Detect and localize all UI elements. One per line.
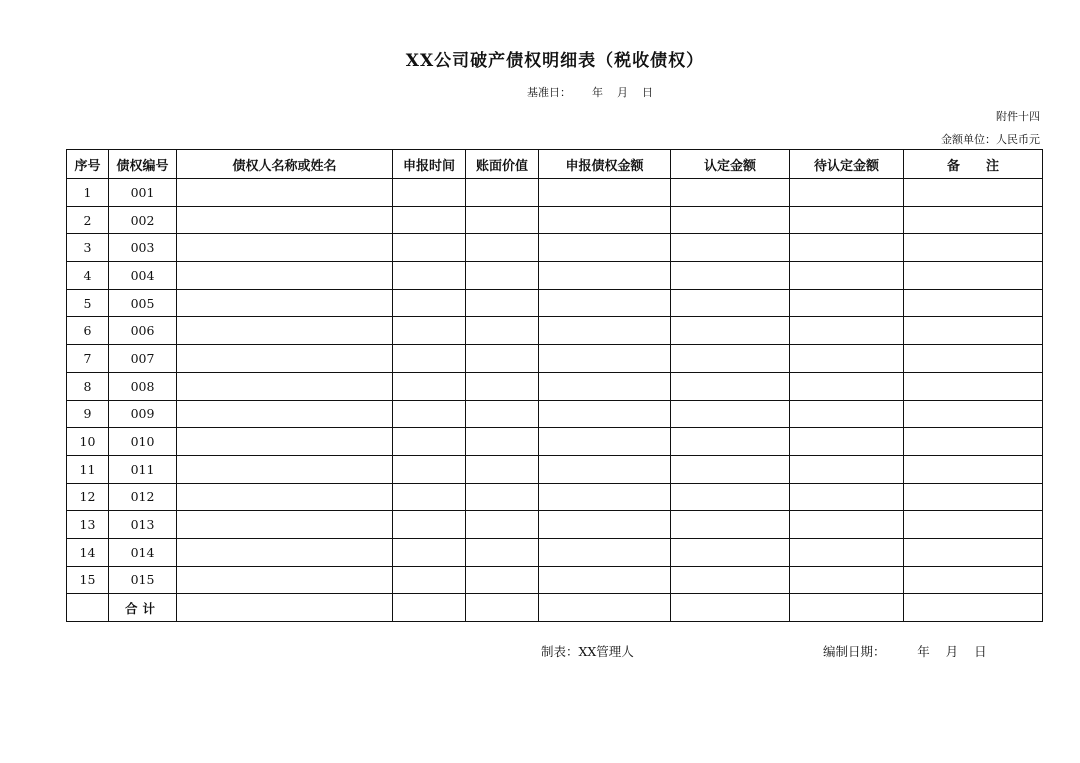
column-header-claim-code: 债权编号	[109, 150, 177, 179]
row-seq-cell: 11	[67, 455, 109, 483]
row-book-value-cell[interactable]	[466, 317, 539, 345]
total-book-value-cell[interactable]	[466, 594, 539, 622]
row-remarks-cell[interactable]	[904, 483, 1043, 511]
attachment-label: 附件十四	[996, 110, 1040, 123]
row-remarks-cell[interactable]	[904, 511, 1043, 539]
row-declare-time-cell[interactable]	[393, 428, 466, 456]
row-pending-amount-cell[interactable]	[790, 511, 904, 539]
row-creditor-name-cell[interactable]	[177, 206, 393, 234]
table-row	[67, 455, 1043, 483]
row-creditor-name-cell[interactable]	[177, 538, 393, 566]
row-claim-code-cell: 003	[109, 234, 177, 262]
row-remarks-cell[interactable]	[904, 179, 1043, 207]
row-remarks-cell[interactable]	[904, 206, 1043, 234]
row-declare-time-cell[interactable]	[393, 345, 466, 373]
row-book-value-cell[interactable]	[466, 483, 539, 511]
row-confirmed-amount-cell[interactable]	[671, 289, 790, 317]
currency-unit-label: 金额单位：人民币元	[941, 133, 1040, 146]
row-declared-amount-cell[interactable]	[539, 455, 671, 483]
row-declared-amount-cell[interactable]	[539, 428, 671, 456]
row-declare-time-cell[interactable]	[393, 455, 466, 483]
table-row	[67, 289, 1043, 317]
row-creditor-name-cell[interactable]	[177, 455, 393, 483]
total-declared-amount-cell[interactable]	[539, 594, 671, 622]
row-declare-time-cell[interactable]	[393, 234, 466, 262]
row-remarks-cell[interactable]	[904, 262, 1043, 290]
row-pending-amount-cell[interactable]	[790, 400, 904, 428]
table-row	[67, 372, 1043, 400]
row-remarks-cell[interactable]	[904, 538, 1043, 566]
row-confirmed-amount-cell[interactable]	[671, 428, 790, 456]
preparer-label: 制表：XX管理人	[541, 644, 634, 659]
row-book-value-cell[interactable]	[466, 428, 539, 456]
row-creditor-name-cell[interactable]	[177, 289, 393, 317]
column-header-book-value: 账面价值	[466, 150, 539, 179]
row-remarks-cell[interactable]	[904, 455, 1043, 483]
row-book-value-cell[interactable]	[466, 289, 539, 317]
row-declare-time-cell[interactable]	[393, 206, 466, 234]
row-creditor-name-cell[interactable]	[177, 317, 393, 345]
row-book-value-cell[interactable]	[466, 179, 539, 207]
row-pending-amount-cell[interactable]	[790, 566, 904, 594]
row-pending-amount-cell[interactable]	[790, 483, 904, 511]
row-pending-amount-cell[interactable]	[790, 345, 904, 373]
row-declare-time-cell[interactable]	[393, 400, 466, 428]
compile-date-line: 编制日期： 年 月 日	[823, 644, 987, 659]
row-book-value-cell[interactable]	[466, 400, 539, 428]
column-header-pending-amount: 待认定金额	[790, 150, 904, 179]
row-declared-amount-cell[interactable]	[539, 511, 671, 539]
row-claim-code-cell: 010	[109, 428, 177, 456]
row-book-value-cell[interactable]	[466, 262, 539, 290]
row-seq-cell: 10	[67, 428, 109, 456]
column-header-creditor-name: 债权人名称或姓名	[177, 150, 393, 179]
table-row	[67, 206, 1043, 234]
row-seq-cell: 7	[67, 345, 109, 373]
total-row	[67, 594, 1043, 622]
row-confirmed-amount-cell[interactable]	[671, 317, 790, 345]
total-seq-cell	[67, 594, 109, 622]
row-confirmed-amount-cell[interactable]	[671, 234, 790, 262]
row-declared-amount-cell[interactable]	[539, 179, 671, 207]
total-remarks-cell[interactable]	[904, 594, 1043, 622]
table-header-row	[67, 150, 1043, 179]
column-header-remarks: 备 注	[904, 150, 1043, 179]
row-pending-amount-cell[interactable]	[790, 538, 904, 566]
row-book-value-cell[interactable]	[466, 206, 539, 234]
total-confirmed-amount-cell[interactable]	[671, 594, 790, 622]
row-claim-code-cell: 007	[109, 345, 177, 373]
row-declare-time-cell[interactable]	[393, 289, 466, 317]
total-creditor-cell[interactable]	[177, 594, 393, 622]
row-seq-cell: 12	[67, 483, 109, 511]
row-claim-code-cell: 002	[109, 206, 177, 234]
row-creditor-name-cell[interactable]	[177, 566, 393, 594]
table-row	[67, 262, 1043, 290]
row-declare-time-cell[interactable]	[393, 483, 466, 511]
row-claim-code-cell: 001	[109, 179, 177, 207]
column-header-confirmed-amount: 认定金额	[671, 150, 790, 179]
row-claim-code-cell: 011	[109, 455, 177, 483]
row-remarks-cell[interactable]	[904, 372, 1043, 400]
row-creditor-name-cell[interactable]	[177, 483, 393, 511]
row-claim-code-cell: 009	[109, 400, 177, 428]
table-row	[67, 400, 1043, 428]
table-row	[67, 234, 1043, 262]
row-seq-cell: 13	[67, 511, 109, 539]
table-row	[67, 511, 1043, 539]
row-pending-amount-cell[interactable]	[790, 372, 904, 400]
row-seq-cell: 6	[67, 317, 109, 345]
row-creditor-name-cell[interactable]	[177, 345, 393, 373]
table-row	[67, 483, 1043, 511]
row-claim-code-cell: 015	[109, 566, 177, 594]
row-claim-code-cell: 012	[109, 483, 177, 511]
row-seq-cell: 8	[67, 372, 109, 400]
column-header-declared-amount: 申报债权金额	[539, 150, 671, 179]
row-confirmed-amount-cell[interactable]	[671, 262, 790, 290]
row-pending-amount-cell[interactable]	[790, 262, 904, 290]
row-confirmed-amount-cell[interactable]	[671, 179, 790, 207]
row-declare-time-cell[interactable]	[393, 538, 466, 566]
row-declared-amount-cell[interactable]	[539, 206, 671, 234]
row-declared-amount-cell[interactable]	[539, 289, 671, 317]
row-pending-amount-cell[interactable]	[790, 179, 904, 207]
row-pending-amount-cell[interactable]	[790, 428, 904, 456]
row-confirmed-amount-cell[interactable]	[671, 206, 790, 234]
row-claim-code-cell: 013	[109, 511, 177, 539]
row-confirmed-amount-cell[interactable]	[671, 345, 790, 373]
total-label: 合计	[109, 594, 177, 622]
row-creditor-name-cell[interactable]	[177, 428, 393, 456]
table-row	[67, 317, 1043, 345]
row-remarks-cell[interactable]	[904, 289, 1043, 317]
row-confirmed-amount-cell[interactable]	[671, 483, 790, 511]
row-declare-time-cell[interactable]	[393, 511, 466, 539]
row-seq-cell: 15	[67, 566, 109, 594]
row-seq-cell: 3	[67, 234, 109, 262]
row-claim-code-cell: 005	[109, 289, 177, 317]
row-creditor-name-cell[interactable]	[177, 262, 393, 290]
row-seq-cell: 9	[67, 400, 109, 428]
row-declared-amount-cell[interactable]	[539, 345, 671, 373]
row-confirmed-amount-cell[interactable]	[671, 511, 790, 539]
row-pending-amount-cell[interactable]	[790, 317, 904, 345]
row-remarks-cell[interactable]	[904, 566, 1043, 594]
table-row	[67, 179, 1043, 207]
row-confirmed-amount-cell[interactable]	[671, 455, 790, 483]
row-book-value-cell[interactable]	[466, 455, 539, 483]
row-remarks-cell[interactable]	[904, 234, 1043, 262]
row-declared-amount-cell[interactable]	[539, 483, 671, 511]
row-confirmed-amount-cell[interactable]	[671, 372, 790, 400]
row-declare-time-cell[interactable]	[393, 262, 466, 290]
row-seq-cell: 14	[67, 538, 109, 566]
row-claim-code-cell: 014	[109, 538, 177, 566]
base-date-line: 基准日： 年 月 日	[527, 86, 653, 99]
row-remarks-cell[interactable]	[904, 317, 1043, 345]
table-row	[67, 538, 1043, 566]
row-declare-time-cell[interactable]	[393, 317, 466, 345]
total-declare-time-cell[interactable]	[393, 594, 466, 622]
row-remarks-cell[interactable]	[904, 345, 1043, 373]
row-creditor-name-cell[interactable]	[177, 234, 393, 262]
row-declared-amount-cell[interactable]	[539, 262, 671, 290]
row-seq-cell: 1	[67, 179, 109, 207]
table-row	[67, 566, 1043, 594]
row-declare-time-cell[interactable]	[393, 179, 466, 207]
row-claim-code-cell: 004	[109, 262, 177, 290]
row-declared-amount-cell[interactable]	[539, 566, 671, 594]
row-declare-time-cell[interactable]	[393, 372, 466, 400]
column-header-declare-time: 申报时间	[393, 150, 466, 179]
row-creditor-name-cell[interactable]	[177, 511, 393, 539]
row-pending-amount-cell[interactable]	[790, 206, 904, 234]
row-declared-amount-cell[interactable]	[539, 400, 671, 428]
row-pending-amount-cell[interactable]	[790, 455, 904, 483]
row-remarks-cell[interactable]	[904, 428, 1043, 456]
row-book-value-cell[interactable]	[466, 511, 539, 539]
row-declare-time-cell[interactable]	[393, 566, 466, 594]
total-pending-amount-cell[interactable]	[790, 594, 904, 622]
row-book-value-cell[interactable]	[466, 345, 539, 373]
row-book-value-cell[interactable]	[466, 234, 539, 262]
row-book-value-cell[interactable]	[466, 538, 539, 566]
document-title: XX公司破产债权明细表（税收债权）	[405, 51, 705, 71]
row-book-value-cell[interactable]	[466, 566, 539, 594]
table-row	[67, 345, 1043, 373]
row-creditor-name-cell[interactable]	[177, 372, 393, 400]
table-row	[67, 428, 1043, 456]
row-seq-cell: 5	[67, 289, 109, 317]
row-seq-cell: 2	[67, 206, 109, 234]
row-pending-amount-cell[interactable]	[790, 289, 904, 317]
row-declared-amount-cell[interactable]	[539, 317, 671, 345]
row-seq-cell: 4	[67, 262, 109, 290]
row-pending-amount-cell[interactable]	[790, 234, 904, 262]
row-claim-code-cell: 006	[109, 317, 177, 345]
row-book-value-cell[interactable]	[466, 372, 539, 400]
row-declared-amount-cell[interactable]	[539, 234, 671, 262]
row-confirmed-amount-cell[interactable]	[671, 566, 790, 594]
row-declared-amount-cell[interactable]	[539, 372, 671, 400]
claims-table	[66, 149, 1043, 622]
row-confirmed-amount-cell[interactable]	[671, 400, 790, 428]
row-claim-code-cell: 008	[109, 372, 177, 400]
row-creditor-name-cell[interactable]	[177, 400, 393, 428]
row-remarks-cell[interactable]	[904, 400, 1043, 428]
column-header-seq: 序号	[67, 150, 109, 179]
row-creditor-name-cell[interactable]	[177, 179, 393, 207]
row-declared-amount-cell[interactable]	[539, 538, 671, 566]
row-confirmed-amount-cell[interactable]	[671, 538, 790, 566]
